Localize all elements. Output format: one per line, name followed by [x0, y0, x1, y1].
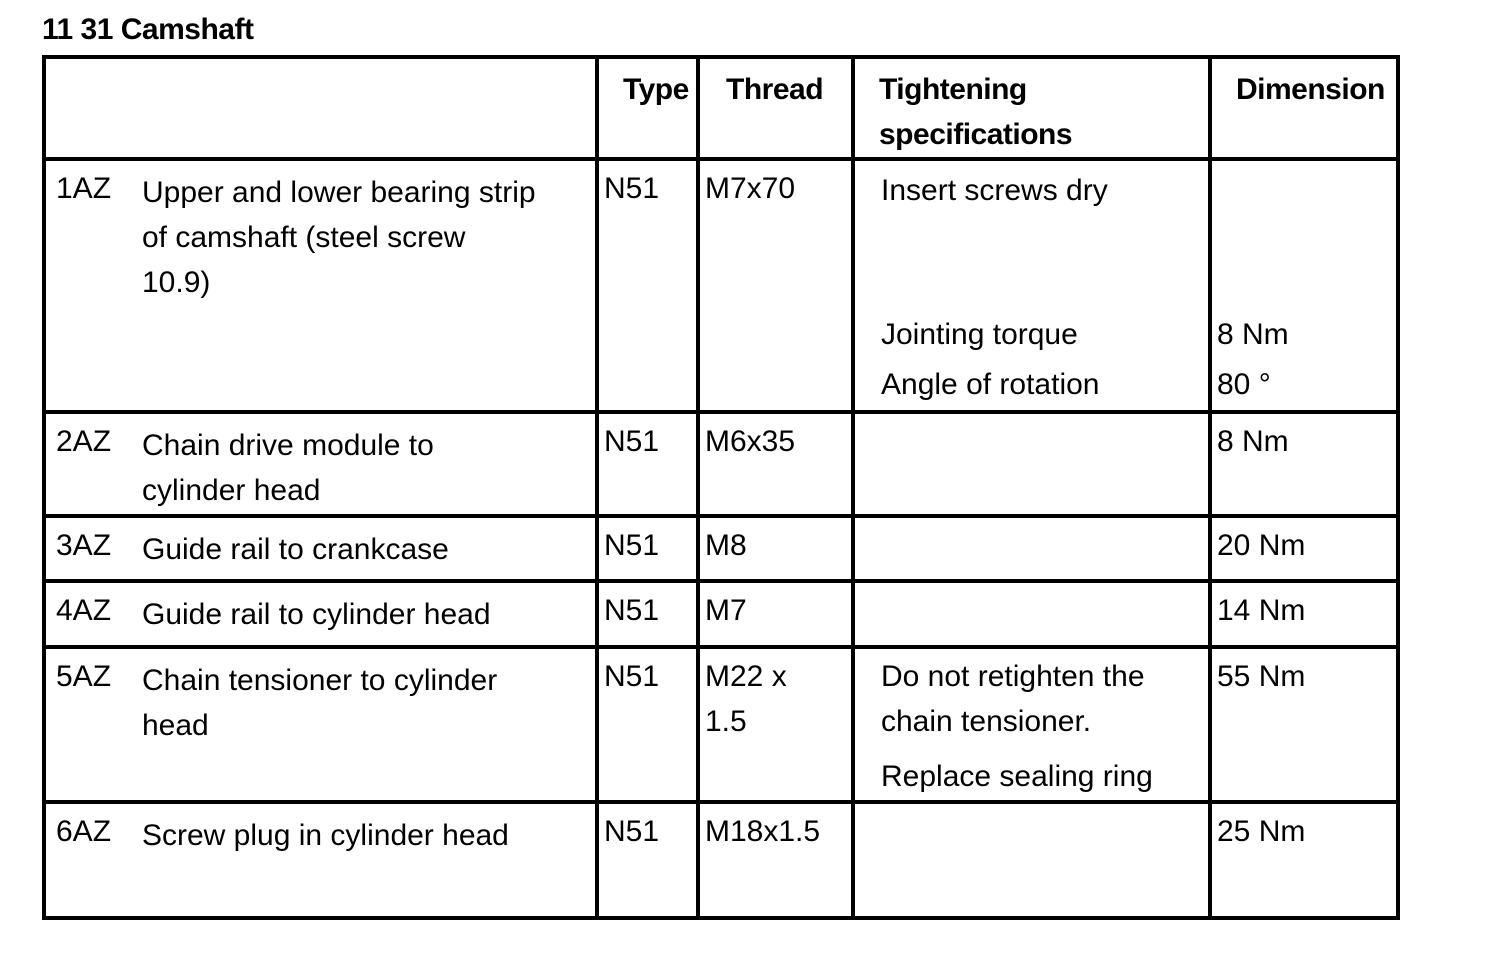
item-code: 2AZ [56, 425, 112, 458]
row-tightening-spec [853, 516, 1210, 581]
camshaft-spec-table [42, 55, 1400, 920]
dimension-line: 8 Nm [1217, 318, 1289, 351]
row-thread: M22 x 1.5 [698, 647, 853, 802]
item-description: Upper and lower bearing strip of camshaft (steel screw 10.9) [142, 176, 536, 299]
dimension-line: 80 ° [1217, 368, 1271, 401]
row-tightening-spec [853, 581, 1210, 647]
row-tightening-spec [853, 647, 1210, 802]
row-type: N51 [597, 647, 698, 802]
table-row [44, 647, 1398, 802]
header-tightening-line2: specifications [879, 118, 1073, 151]
row-type: N51 [597, 516, 698, 581]
header-tightening-line1: Tightening [879, 73, 1027, 106]
row-tightening-spec [853, 159, 1210, 412]
table-header-row [44, 57, 1398, 159]
header-tightening-specifications [853, 57, 1210, 159]
item-description: Screw plug in cylinder head [142, 819, 509, 852]
row-description-cell [44, 412, 597, 516]
row-thread: M18x1.5 [698, 802, 853, 918]
row-dimension: 20 Nm [1210, 516, 1398, 581]
spec-line: Do not retighten the chain tensioner. [881, 660, 1145, 738]
spec-line: Insert screws dry [881, 174, 1108, 207]
item-description: Guide rail to crankcase [142, 533, 449, 566]
spec-line: Replace sealing ring [881, 760, 1153, 793]
row-description-cell [44, 647, 597, 802]
row-dimension: 14 Nm [1210, 581, 1398, 647]
row-dimension: 25 Nm [1210, 802, 1398, 918]
row-tightening-spec [853, 802, 1210, 918]
row-description-cell [44, 802, 597, 918]
row-type: N51 [597, 412, 698, 516]
row-type: N51 [597, 581, 698, 647]
row-thread: M7x70 [698, 159, 853, 412]
table-row [44, 412, 1398, 516]
item-description: Chain drive module to cylinder head [142, 429, 434, 507]
row-dimension: 8 Nm [1210, 412, 1398, 516]
row-dimension: 55 Nm [1210, 647, 1398, 802]
item-code: 6AZ [56, 815, 112, 848]
header-thread: Thread [698, 57, 853, 159]
table-row [44, 581, 1398, 647]
item-description: Chain tensioner to cylinder head [142, 664, 498, 742]
item-code: 5AZ [56, 660, 112, 693]
row-description-cell [44, 516, 597, 581]
row-type: N51 [597, 159, 698, 412]
table-row [44, 159, 1398, 412]
row-thread: M8 [698, 516, 853, 581]
row-tightening-spec [853, 412, 1210, 516]
spec-line: Jointing torque [881, 318, 1078, 351]
row-dimension [1210, 159, 1398, 412]
document-title: 11 31 Camshaft [42, 13, 254, 46]
item-code: 3AZ [56, 529, 112, 562]
item-code: 1AZ [56, 172, 112, 205]
row-description-cell [44, 159, 597, 412]
header-dimension: Dimension [1210, 57, 1398, 159]
row-description-cell [44, 581, 597, 647]
table-row [44, 516, 1398, 581]
table-row [44, 802, 1398, 918]
spec-line: Angle of rotation [881, 368, 1100, 401]
item-code: 4AZ [56, 594, 112, 627]
item-description: Guide rail to cylinder head [142, 598, 491, 631]
row-thread: M7 [698, 581, 853, 647]
header-type: Type [597, 57, 698, 159]
header-description [44, 57, 597, 159]
row-thread: M6x35 [698, 412, 853, 516]
row-type: N51 [597, 802, 698, 918]
